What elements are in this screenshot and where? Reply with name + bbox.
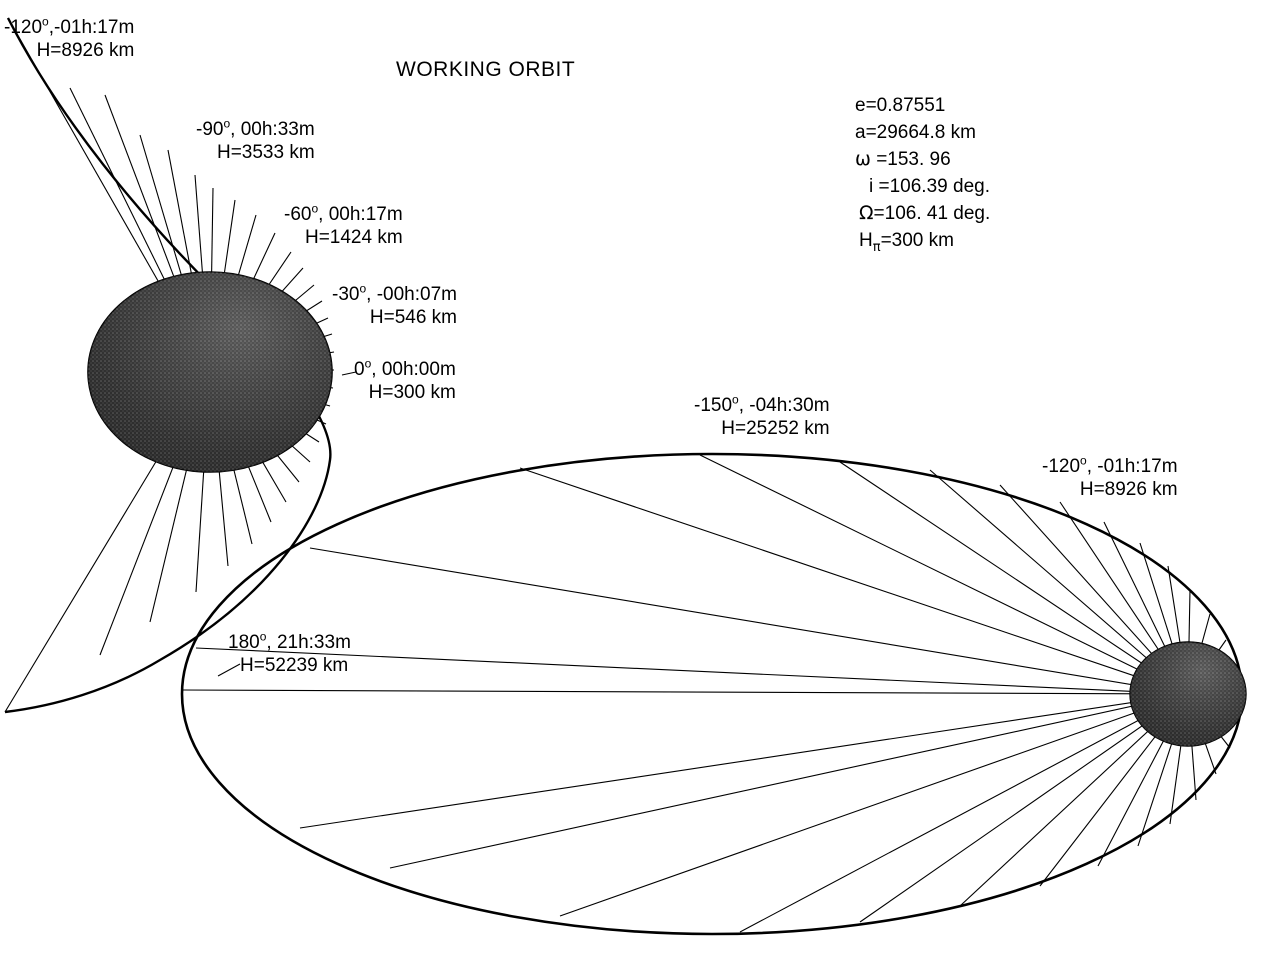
capital-omega-symbol: Ω [859, 202, 874, 224]
degree-icon: o [42, 14, 49, 29]
planet-upper [88, 272, 332, 472]
label-minus30-angle: -30 [332, 284, 360, 305]
label-minus90-time: 00h:33m [240, 119, 315, 140]
degree-icon: o [359, 281, 367, 296]
omega-value: =153. 96 [870, 149, 951, 170]
h-value: =300 km [880, 230, 954, 251]
label-plus180-altitude: H=52239 km [240, 655, 349, 676]
degree-icon: o [311, 201, 319, 216]
label-minus60-time: 00h:17m [328, 204, 403, 225]
label-minus90-sep: , [230, 119, 241, 140]
label-minus120-right-time: -01h:17m [1097, 456, 1178, 477]
param-a: a=29664.8 km [855, 122, 976, 143]
label-plus180 [228, 631, 351, 677]
label-zero [354, 358, 456, 404]
degree-icon: o [223, 116, 231, 131]
capital-omega-value: =106. 41 deg. [873, 203, 991, 224]
label-minus120-left-sep: , [48, 17, 54, 38]
degree-icon: o [1080, 453, 1087, 468]
param-omega [855, 146, 990, 173]
planet-lower [1130, 642, 1246, 746]
label-minus150-angle: -150 [694, 395, 733, 416]
label-minus30-time: -00h:07m [376, 284, 457, 305]
label-minus60-angle: -60 [284, 204, 312, 225]
i-value: =106.39 deg. [873, 176, 990, 197]
label-minus30 [332, 283, 457, 329]
page-title: WORKING ORBIT [396, 58, 576, 81]
degree-icon: o [259, 629, 267, 644]
label-minus90-altitude: H=3533 km [216, 142, 315, 163]
label-minus150 [694, 394, 830, 440]
label-minus120-left [4, 16, 134, 62]
label-minus90-angle: -90 [196, 119, 224, 140]
degree-icon: o [364, 356, 372, 371]
label-minus120-left-altitude: H=8926 km [36, 40, 135, 61]
degree-icon: o [732, 392, 739, 407]
lower-orbit-spokes [182, 455, 1241, 932]
label-minus150-altitude: H=25252 km [721, 418, 830, 439]
pi-subscript: π [872, 239, 881, 255]
param-e: e=0.87551 [855, 95, 946, 116]
label-minus120-right-sep: , [1086, 456, 1098, 477]
h-symbol: H [859, 230, 873, 251]
label-zero-altitude: H=300 km [368, 382, 456, 403]
label-minus60-altitude: H=1424 km [304, 227, 403, 248]
param-Hpi [855, 227, 990, 254]
omega-symbol: ω [855, 148, 871, 170]
label-zero-sep: , [371, 359, 382, 380]
label-zero-time: 00h:00m [381, 359, 456, 380]
param-i [855, 173, 990, 200]
label-minus120-right-altitude: H=8926 km [1079, 479, 1178, 500]
label-plus180-time: 21h:33m [276, 632, 351, 653]
label-minus120-right [1042, 455, 1178, 501]
label-minus30-sep: , [366, 284, 377, 305]
label-minus120-right-angle: -120 [1042, 456, 1081, 477]
orbit-parameters [855, 92, 990, 254]
label-minus150-time: -04h:30m [749, 395, 830, 416]
label-plus180-angle: 180 [228, 632, 260, 653]
label-minus60 [284, 203, 403, 249]
label-minus90 [196, 118, 315, 164]
i-symbol: i [869, 176, 874, 197]
label-zero-angle: 0 [354, 359, 365, 380]
param-Omega [855, 200, 990, 227]
label-minus60-sep: , [318, 204, 329, 225]
label-minus120-left-angle: -120 [4, 17, 43, 38]
label-minus30-altitude: H=546 km [369, 307, 457, 328]
label-minus150-sep: , [738, 395, 750, 416]
label-plus180-sep: , [266, 632, 277, 653]
label-minus120-left-time: -01h:17m [54, 17, 135, 38]
